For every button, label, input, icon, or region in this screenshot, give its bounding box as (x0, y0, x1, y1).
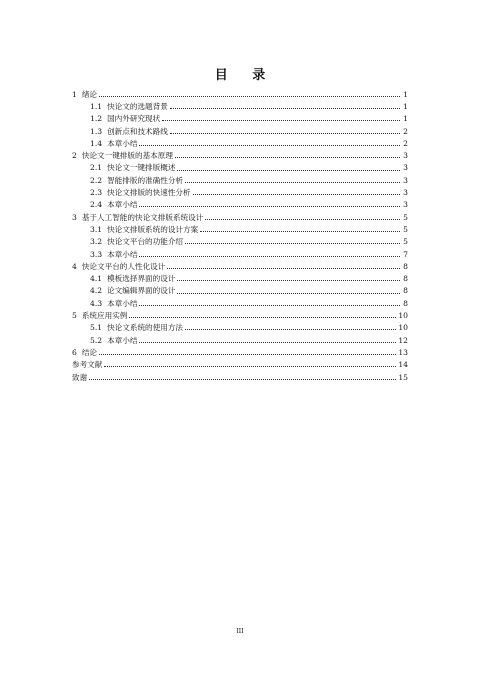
toc-entry-page: 3 (403, 175, 408, 185)
dot-leader (185, 243, 400, 244)
toc-entry-page: 5 (403, 237, 408, 247)
dot-leader (177, 280, 400, 281)
toc-entry-page: 10 (398, 311, 408, 321)
toc-entry-label (90, 103, 168, 111)
toc-entry-label (72, 91, 97, 99)
dot-leader (139, 206, 400, 207)
toc-entry-page: 13 (398, 347, 408, 357)
dot-leader (170, 108, 400, 109)
toc-entry-label (90, 275, 175, 283)
toc-entry[interactable] (72, 111, 408, 123)
dot-leader (99, 96, 400, 97)
toc-entry-page: 3 (403, 188, 408, 198)
toc-entry-label (90, 201, 137, 209)
toc-entry-text: 致谢 (72, 372, 88, 382)
toc-entry-label (90, 324, 183, 332)
toc-entry[interactable] (72, 147, 408, 159)
page-number: III (236, 628, 244, 635)
dot-leader (129, 317, 396, 318)
toc-entry-label (90, 177, 183, 185)
toc-entry[interactable] (72, 332, 408, 344)
toc-entry-label (90, 189, 191, 197)
toc-entry-label (90, 140, 137, 148)
toc-entry[interactable] (72, 307, 408, 319)
toc-entry-text: 国内外研究现状 (107, 114, 161, 124)
toc-entry-number: 1 (72, 89, 77, 99)
toc-entry[interactable] (72, 209, 408, 221)
toc-entry-label (72, 312, 127, 320)
dot-leader (185, 329, 396, 330)
toc-entry-text: 系统应用实例 (81, 311, 128, 321)
toc-entry-number: 1.4 (90, 138, 103, 148)
dot-leader (175, 157, 400, 158)
dot-leader (162, 120, 400, 121)
toc-entry-label (72, 361, 102, 369)
toc-entry-page: 1 (403, 102, 408, 111)
toc-entry-text: 创新点和技术路线 (107, 126, 168, 136)
toc-entry[interactable] (72, 369, 408, 381)
toc-entry-number: 4.1 (90, 274, 103, 284)
dot-leader (139, 145, 400, 146)
toc-entry-number: 2.2 (90, 175, 103, 185)
dot-leader (170, 133, 400, 134)
toc-entry-label (90, 251, 137, 259)
toc-entry-number: 1.1 (90, 102, 103, 111)
toc-entry[interactable] (72, 98, 408, 110)
toc-entry[interactable] (72, 344, 408, 356)
toc-entry-text: 模板选择界面的设计 (107, 274, 176, 284)
dot-leader (139, 305, 400, 306)
dot-leader (167, 268, 400, 269)
dot-leader (185, 182, 400, 183)
toc-entry-number: 1.2 (90, 114, 103, 124)
toc-entry-number: 5.1 (90, 323, 103, 333)
toc-entry-label (90, 164, 175, 172)
toc-entry-label (90, 115, 160, 123)
toc-entry-page: 12 (398, 335, 408, 345)
toc-entry-page: 2 (403, 138, 408, 148)
toc-entry-page: 5 (403, 212, 408, 222)
toc-entry-text: 快论文的选题背景 (107, 102, 168, 111)
toc-entry-label (90, 238, 183, 246)
toc-entry[interactable] (72, 283, 408, 295)
toc-entry-text: 快论文一键排版概述 (107, 163, 176, 173)
toc-entry[interactable] (72, 123, 408, 135)
toc-entry[interactable] (72, 221, 408, 233)
toc-entry-text: 基于人工智能的快论文排版系统设计 (81, 212, 204, 222)
toc-entry-text: 本章小结 (107, 249, 138, 259)
toc-entry-label (72, 152, 173, 160)
dot-leader (99, 354, 396, 355)
toc-entry[interactable] (72, 160, 408, 172)
toc-entry-text: 绪论 (81, 89, 98, 99)
toc-entry-text: 参考文献 (72, 360, 103, 370)
toc-entry-text: 快论文系统的使用方法 (107, 323, 184, 333)
toc-entry-number: 3.2 (90, 237, 103, 247)
toc-entry[interactable] (72, 295, 408, 307)
toc-entry-page: 8 (403, 286, 408, 296)
toc-entry-page: 8 (403, 274, 408, 284)
dot-leader (89, 379, 396, 380)
toc-title: 目 录 (214, 68, 276, 83)
toc-entry-page: 3 (403, 200, 408, 210)
dot-leader (205, 219, 400, 220)
toc-entry-page: 3 (403, 163, 408, 173)
toc-entry-label (90, 287, 175, 295)
toc-entry[interactable] (72, 270, 408, 282)
toc-entry[interactable] (72, 320, 408, 332)
toc-entry-text: 快论文排版的快速性分析 (107, 188, 191, 198)
toc-entry[interactable] (72, 246, 408, 258)
toc-entry-label (72, 263, 165, 271)
toc-entry-number: 2.3 (90, 188, 103, 198)
toc-entry-label (90, 226, 198, 234)
toc-entry[interactable] (72, 172, 408, 184)
toc-entry-text: 快论文排版系统的设计方案 (107, 224, 199, 234)
toc-entry-label (72, 349, 97, 357)
toc-entry-page: 8 (403, 298, 408, 308)
toc-entry-number: 1.3 (90, 126, 103, 136)
toc-entry-page: 14 (398, 360, 408, 370)
toc-entry[interactable] (72, 258, 408, 270)
toc-entry-text: 论文编辑界面的设计 (107, 286, 176, 296)
toc-entry-number: 4.2 (90, 286, 103, 296)
toc-entry-label (72, 374, 87, 382)
toc-entry-text: 本章小结 (107, 298, 138, 308)
toc-entry[interactable] (72, 234, 408, 246)
toc-entry-page: 7 (403, 249, 408, 259)
toc-entry-text: 快论文平台的功能介绍 (107, 237, 184, 247)
toc-entry-label (90, 128, 168, 136)
toc-entry[interactable] (72, 184, 408, 196)
toc-entry-number: 2.4 (90, 200, 103, 210)
dot-leader (177, 170, 400, 171)
toc-entry[interactable] (72, 86, 408, 98)
toc-entry[interactable] (72, 197, 408, 209)
toc-entry-number: 2 (72, 151, 77, 161)
dot-leader (139, 256, 400, 257)
toc-entry-number: 3 (72, 212, 77, 222)
dot-leader (200, 231, 400, 232)
toc-entry-text: 本章小结 (107, 200, 138, 210)
toc-entry[interactable] (72, 135, 408, 147)
dot-leader (193, 194, 400, 195)
toc-entry-number: 4 (72, 261, 77, 271)
toc-entry-page: 1 (403, 114, 408, 124)
dot-leader (104, 366, 396, 367)
toc-entry-text: 智能排版的准确性分析 (107, 175, 184, 185)
toc-entry-page: 8 (403, 261, 408, 271)
toc-entry-page: 15 (398, 372, 408, 382)
toc-entry-text: 结论 (81, 347, 98, 357)
toc-entry-page: 2 (403, 126, 408, 136)
toc-entry-number: 5.2 (90, 335, 103, 345)
toc-entry-number: 4.3 (90, 298, 103, 308)
toc-entry-label (90, 300, 137, 308)
toc-entry[interactable] (72, 357, 408, 369)
dot-leader (177, 293, 400, 294)
toc-entry-number: 2.1 (90, 163, 103, 173)
toc-entry-text: 本章小结 (107, 335, 138, 345)
table-of-contents (72, 86, 408, 381)
toc-entry-page: 5 (403, 224, 408, 234)
toc-entry-label (72, 214, 203, 222)
toc-entry-text: 快论文平台的人性化设计 (81, 261, 166, 271)
toc-entry-text: 快论文一键排版的基本原理 (81, 151, 173, 161)
toc-entry-page: 1 (403, 89, 408, 99)
toc-entry-number: 3.1 (90, 224, 103, 234)
toc-entry-label (90, 337, 137, 345)
toc-entry-number: 5 (72, 311, 77, 321)
toc-entry-text: 本章小结 (107, 138, 138, 148)
toc-entry-page: 10 (398, 323, 408, 333)
toc-entry-page: 3 (403, 151, 408, 161)
dot-leader (139, 342, 396, 343)
toc-entry-number: 3.3 (90, 249, 103, 259)
toc-entry-number: 6 (72, 347, 77, 357)
